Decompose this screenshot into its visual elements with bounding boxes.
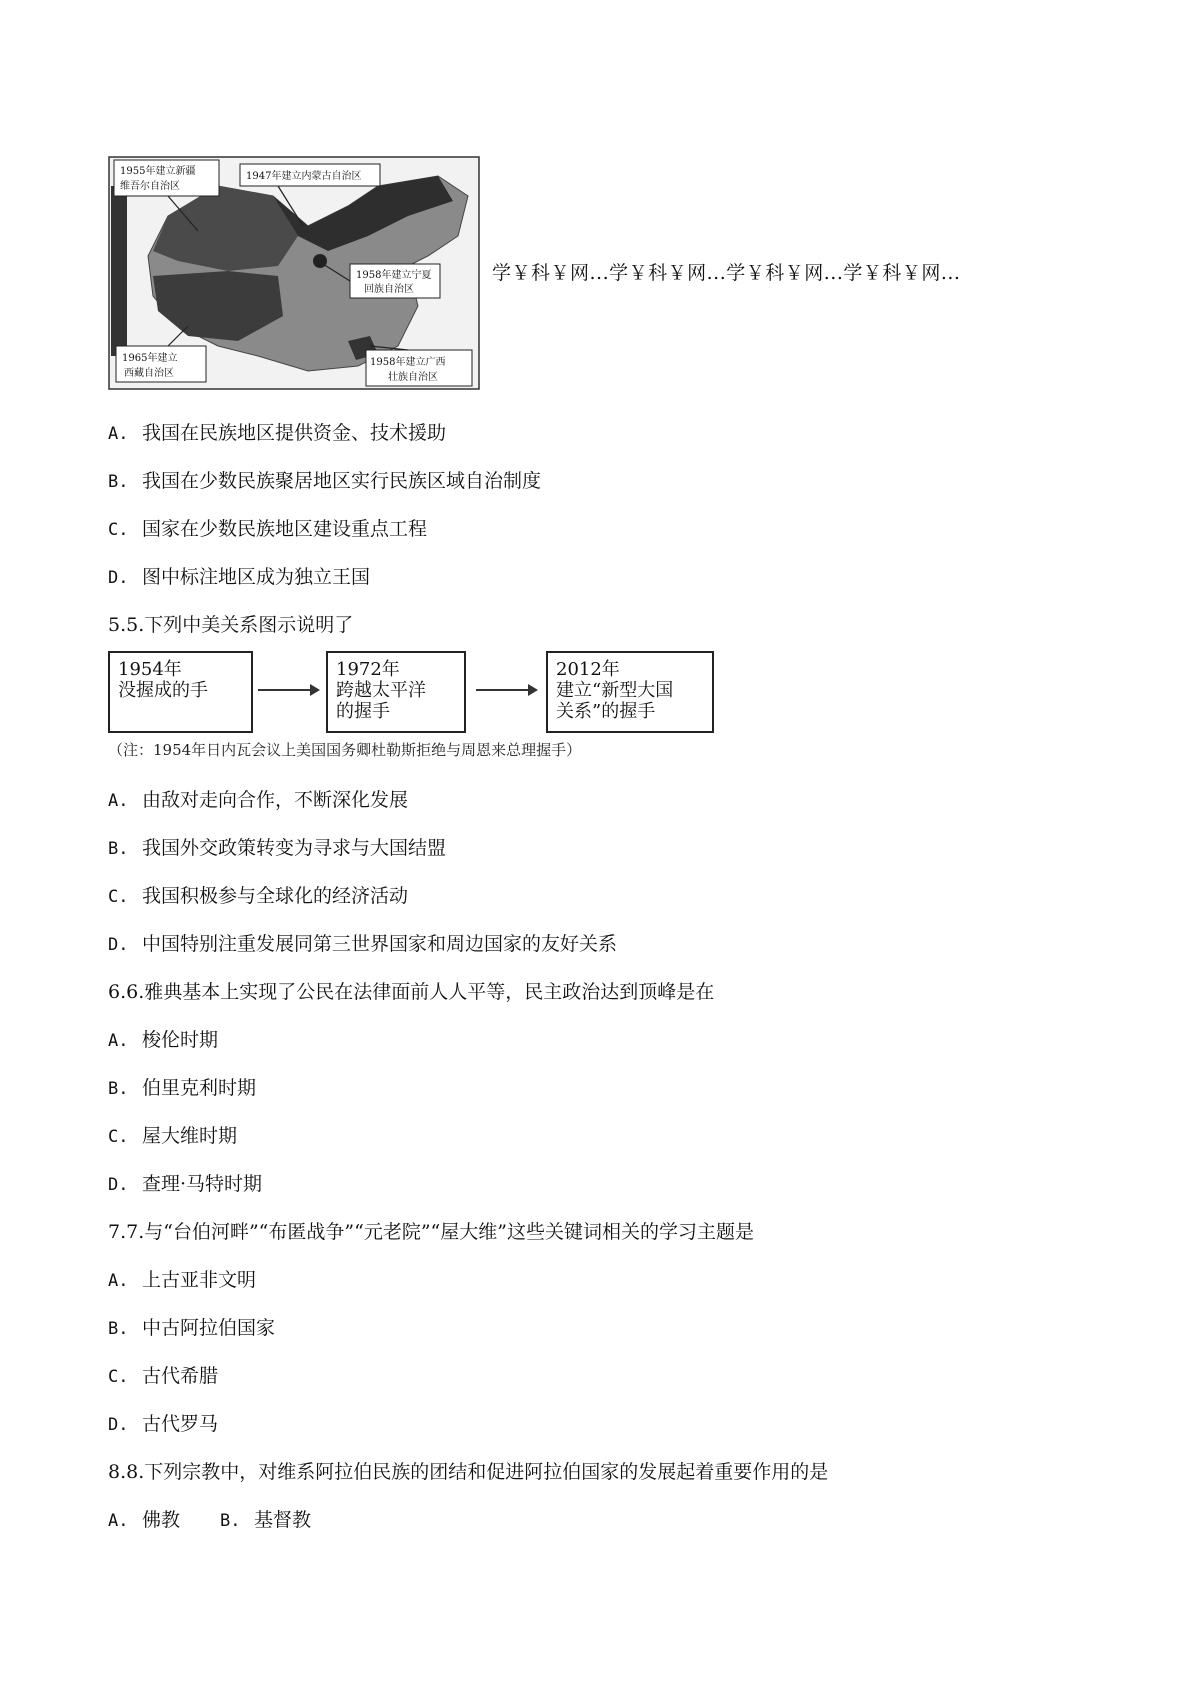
option-letter: B. bbox=[220, 1511, 241, 1531]
option-text: 由敌对走向合作，不断深化发展 bbox=[142, 789, 409, 811]
option-letter: C. bbox=[108, 1367, 129, 1387]
svg-text:壮族自治区: 壮族自治区 bbox=[388, 372, 438, 383]
option-text: 屋大维时期 bbox=[142, 1125, 238, 1147]
flow-arrow bbox=[258, 689, 318, 691]
q4-option-a[interactable] bbox=[108, 418, 446, 445]
option-text: 我国在民族地区提供资金、技术援助 bbox=[142, 422, 447, 444]
map-label-neimenggu: 1947年建立内蒙古自治区 bbox=[246, 171, 362, 182]
flow-note: （注：1954年日内瓦会议上美国国务卿杜勒斯拒绝与周恩来总理握手） bbox=[108, 741, 582, 759]
q5-option-b[interactable] bbox=[108, 833, 446, 860]
option-text: 我国外交政策转变为寻求与大国结盟 bbox=[142, 837, 447, 859]
q8-option-a[interactable] bbox=[108, 1509, 180, 1531]
option-text: 古代希腊 bbox=[142, 1365, 219, 1387]
option-letter: B. bbox=[108, 472, 129, 492]
option-text: 中古阿拉伯国家 bbox=[142, 1317, 276, 1339]
q7-option-b[interactable] bbox=[108, 1313, 275, 1340]
map-label-xizang: 1965年建立 bbox=[122, 353, 178, 364]
map-label-ningxia: 1958年建立宁夏 bbox=[356, 270, 432, 281]
option-letter: B. bbox=[108, 1319, 129, 1339]
q7-stem: 7.7.与“台伯河畔”“布匿战争”“元老院”“屋大维”这些关键词相关的学习主题是 bbox=[108, 1221, 754, 1243]
option-text: 佛教 bbox=[142, 1509, 181, 1531]
option-letter: A. bbox=[108, 424, 129, 444]
option-letter: A. bbox=[108, 1511, 129, 1531]
option-letter: A. bbox=[108, 1031, 129, 1051]
option-text: 中国特别注重发展同第三世界国家和周边国家的友好关系 bbox=[142, 933, 618, 955]
svg-text:西藏自治区: 西藏自治区 bbox=[124, 368, 174, 379]
flow-box-1954: 1954年 没握成的手 bbox=[108, 651, 253, 733]
option-text: 我国积极参与全球化的经济活动 bbox=[142, 885, 409, 907]
option-text: 我国在少数民族聚居地区实行民族区域自治制度 bbox=[142, 470, 542, 492]
q4-option-d[interactable] bbox=[108, 562, 370, 589]
option-text: 上古亚非文明 bbox=[142, 1269, 257, 1291]
q8-options-row bbox=[108, 1505, 311, 1532]
q8-option-b[interactable] bbox=[220, 1509, 311, 1531]
option-text: 查理·马特时期 bbox=[142, 1173, 263, 1195]
q6-stem: 6.6.雅典基本上实现了公民在法律面前人人平等，民主政治达到顶峰是在 bbox=[108, 981, 715, 1003]
autonomous-regions-map bbox=[108, 156, 480, 390]
option-letter: D. bbox=[108, 568, 129, 588]
svg-text:回族自治区: 回族自治区 bbox=[364, 284, 414, 295]
option-text: 国家在少数民族地区建设重点工程 bbox=[142, 518, 428, 540]
q6-option-b[interactable] bbox=[108, 1073, 256, 1100]
option-letter: C. bbox=[108, 520, 129, 540]
q4-option-c[interactable] bbox=[108, 514, 427, 541]
q5-option-d[interactable] bbox=[108, 929, 617, 956]
option-text: 古代罗马 bbox=[142, 1413, 219, 1435]
map-label-xinjiang: 1955年建立新疆 bbox=[120, 166, 196, 177]
option-letter: A. bbox=[108, 791, 129, 811]
q4-option-b[interactable] bbox=[108, 466, 541, 493]
q6-option-a[interactable] bbox=[108, 1025, 218, 1052]
flow-box-1972: 1972年 跨越太平洋 的握手 bbox=[326, 651, 466, 733]
map-label-guangxi: 1958年建立广西 bbox=[370, 357, 446, 368]
map-graphic bbox=[108, 156, 480, 390]
option-letter: C. bbox=[108, 887, 129, 907]
option-text: 伯里克利时期 bbox=[142, 1077, 257, 1099]
q5-option-a[interactable] bbox=[108, 785, 408, 812]
q6-option-d[interactable] bbox=[108, 1169, 262, 1196]
q7-option-c[interactable] bbox=[108, 1361, 218, 1388]
option-text: 梭伦时期 bbox=[142, 1029, 219, 1051]
option-letter: D. bbox=[108, 1175, 129, 1195]
option-letter: B. bbox=[108, 1079, 129, 1099]
option-letter: D. bbox=[108, 935, 129, 955]
q5-stem: 5.5.下列中美关系图示说明了 bbox=[108, 614, 354, 636]
option-text: 基督教 bbox=[254, 1509, 312, 1531]
q8-stem: 8.8.下列宗教中，对维系阿拉伯民族的团结和促进阿拉伯国家的发展起着重要作用的是 bbox=[108, 1461, 829, 1483]
option-letter: D. bbox=[108, 1415, 129, 1435]
q7-option-d[interactable] bbox=[108, 1409, 218, 1436]
watermark-text: 学￥科￥网...学￥科￥网...学￥科￥网...学￥科￥网... bbox=[492, 262, 961, 284]
flow-arrow bbox=[476, 689, 536, 691]
sino-us-flow-diagram bbox=[108, 651, 728, 763]
q6-option-c[interactable] bbox=[108, 1121, 237, 1148]
option-letter: C. bbox=[108, 1127, 129, 1147]
option-text: 图中标注地区成为独立王国 bbox=[142, 566, 371, 588]
svg-text:维吾尔自治区: 维吾尔自治区 bbox=[120, 181, 180, 192]
option-letter: A. bbox=[108, 1271, 129, 1291]
q7-option-a[interactable] bbox=[108, 1265, 256, 1292]
flow-box-2012: 2012年 建立“新型大国 关系”的握手 bbox=[546, 651, 714, 733]
q5-option-c[interactable] bbox=[108, 881, 408, 908]
option-letter: B. bbox=[108, 839, 129, 859]
